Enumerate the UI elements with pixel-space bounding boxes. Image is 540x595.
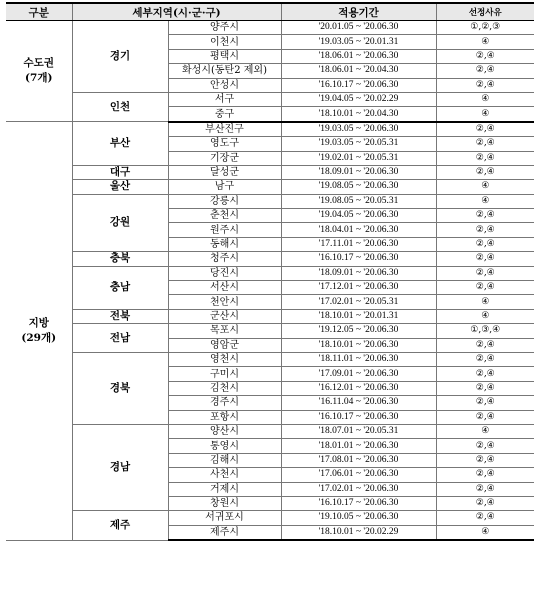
period-cell: '18.09.01 ~ '20.06.30 — [281, 165, 436, 179]
province-cell: 부산 — [72, 122, 168, 166]
reason-cell: ④ — [436, 309, 534, 323]
header-reason: 선정사유 — [436, 3, 534, 21]
category-name: 수도권 — [23, 57, 54, 70]
table-row — [6, 352, 534, 366]
district-cell: 구미시 — [168, 367, 281, 381]
province-cell: 울산 — [72, 180, 168, 194]
reason-cell: ①,②,③ — [436, 21, 534, 35]
period-cell: '17.09.01 ~ '20.06.30 — [281, 367, 436, 381]
unsold-housing-region-table — [6, 2, 534, 541]
reason-cell: ①,③,④ — [436, 324, 534, 338]
reason-cell: ②,④ — [436, 78, 534, 92]
period-cell: '16.11.04 ~ '20.06.30 — [281, 396, 436, 410]
period-cell: '18.07.01 ~ '20.05.31 — [281, 424, 436, 438]
reason-cell: ②,④ — [436, 381, 534, 395]
district-cell: 안성시 — [168, 78, 281, 92]
province-cell: 경남 — [72, 424, 168, 510]
reason-cell: ④ — [436, 35, 534, 49]
district-cell: 청주시 — [168, 252, 281, 266]
district-cell: 부산진구 — [168, 122, 281, 137]
reason-cell: ④ — [436, 194, 534, 208]
category-name: 지방 — [28, 316, 49, 329]
table-row — [6, 180, 534, 194]
period-cell: '16.12.01 ~ '20.06.30 — [281, 381, 436, 395]
reason-cell: ②,④ — [436, 396, 534, 410]
category-cell — [6, 122, 72, 540]
table-row — [6, 252, 534, 266]
table-row — [6, 92, 534, 106]
period-cell: '19.12.05 ~ '20.06.30 — [281, 324, 436, 338]
district-cell: 평택시 — [168, 49, 281, 63]
category-cell — [6, 21, 72, 122]
district-cell: 제주시 — [168, 525, 281, 540]
reason-cell: ②,④ — [436, 496, 534, 510]
unsold-housing-table-container — [6, 2, 534, 541]
period-cell: '18.10.01 ~ '20.04.30 — [281, 107, 436, 122]
reason-cell: ④ — [436, 295, 534, 309]
reason-cell: ②,④ — [436, 266, 534, 280]
period-cell: '17.08.01 ~ '20.06.30 — [281, 453, 436, 467]
period-cell: '19.10.05 ~ '20.06.30 — [281, 511, 436, 525]
province-cell: 제주 — [72, 511, 168, 540]
reason-cell: ②,④ — [436, 338, 534, 352]
period-cell: '16.10.17 ~ '20.06.30 — [281, 78, 436, 92]
district-cell: 창원시 — [168, 496, 281, 510]
province-cell: 강원 — [72, 194, 168, 252]
period-cell: '17.02.01 ~ '20.05.31 — [281, 295, 436, 309]
district-cell: 거제시 — [168, 482, 281, 496]
reason-cell: ④ — [436, 107, 534, 122]
reason-cell: ②,④ — [436, 439, 534, 453]
district-cell: 영도구 — [168, 137, 281, 151]
period-cell: '19.08.05 ~ '20.06.30 — [281, 180, 436, 194]
province-cell: 충북 — [72, 252, 168, 266]
district-cell: 중구 — [168, 107, 281, 122]
reason-cell: ②,④ — [436, 64, 534, 78]
table-header-row — [6, 3, 534, 21]
district-cell: 달성군 — [168, 165, 281, 179]
district-cell: 김해시 — [168, 453, 281, 467]
reason-cell: ②,④ — [436, 223, 534, 237]
district-cell: 영천시 — [168, 352, 281, 366]
district-cell: 이천시 — [168, 35, 281, 49]
category-count: (29개) — [21, 331, 57, 344]
period-cell: '18.06.01 ~ '20.06.30 — [281, 49, 436, 63]
province-cell: 전북 — [72, 309, 168, 323]
district-cell: 양주시 — [168, 21, 281, 35]
table-row — [6, 511, 534, 525]
reason-cell: ②,④ — [436, 49, 534, 63]
period-cell: '18.11.01 ~ '20.06.30 — [281, 352, 436, 366]
province-cell: 인천 — [72, 92, 168, 121]
table-body — [6, 21, 534, 541]
period-cell: '18.01.01 ~ '20.06.30 — [281, 439, 436, 453]
period-cell: '17.02.01 ~ '20.06.30 — [281, 482, 436, 496]
reason-cell: ④ — [436, 424, 534, 438]
reason-cell: ②,④ — [436, 137, 534, 151]
reason-cell: ④ — [436, 525, 534, 540]
district-cell: 통영시 — [168, 439, 281, 453]
table-row — [6, 21, 534, 35]
reason-cell: ④ — [436, 180, 534, 194]
district-cell: 천안시 — [168, 295, 281, 309]
period-cell: '18.10.01 ~ '20.06.30 — [281, 338, 436, 352]
reason-cell: ②,④ — [436, 122, 534, 137]
table-row — [6, 194, 534, 208]
district-cell: 양산시 — [168, 424, 281, 438]
reason-cell: ②,④ — [436, 209, 534, 223]
district-cell: 남구 — [168, 180, 281, 194]
period-cell: '19.03.05 ~ '20.06.30 — [281, 122, 436, 137]
category-count: (7개) — [25, 72, 53, 85]
header-category: 구분 — [6, 3, 72, 21]
reason-cell: ②,④ — [436, 482, 534, 496]
reason-cell: ②,④ — [436, 281, 534, 295]
period-cell: '19.04.05 ~ '20.02.29 — [281, 92, 436, 106]
period-cell: '19.03.05 ~ '20.05.31 — [281, 137, 436, 151]
province-cell: 경북 — [72, 352, 168, 424]
district-cell: 사천시 — [168, 468, 281, 482]
district-cell: 원주시 — [168, 223, 281, 237]
province-cell: 충남 — [72, 266, 168, 309]
period-cell: '19.02.01 ~ '20.05.31 — [281, 151, 436, 165]
district-cell: 서산시 — [168, 281, 281, 295]
period-cell: '19.03.05 ~ '20.01.31 — [281, 35, 436, 49]
district-cell: 포항시 — [168, 410, 281, 424]
table-row — [6, 324, 534, 338]
period-cell: '19.08.05 ~ '20.05.31 — [281, 194, 436, 208]
province-cell: 경기 — [72, 21, 168, 93]
district-cell: 강릉시 — [168, 194, 281, 208]
reason-cell: ②,④ — [436, 165, 534, 179]
reason-cell: ②,④ — [436, 410, 534, 424]
period-cell: '18.10.01 ~ '20.01.31 — [281, 309, 436, 323]
district-cell: 경주시 — [168, 396, 281, 410]
reason-cell: ②,④ — [436, 237, 534, 251]
table-row — [6, 309, 534, 323]
period-cell: '17.12.01 ~ '20.06.30 — [281, 281, 436, 295]
period-cell: '20.01.05 ~ '20.06.30 — [281, 21, 436, 35]
period-cell: '18.06.01 ~ '20.04.30 — [281, 64, 436, 78]
district-cell: 목포시 — [168, 324, 281, 338]
district-cell: 서귀포시 — [168, 511, 281, 525]
reason-cell: ②,④ — [436, 511, 534, 525]
table-row — [6, 266, 534, 280]
district-cell: 서구 — [168, 92, 281, 106]
reason-cell: ④ — [436, 92, 534, 106]
district-cell: 영암군 — [168, 338, 281, 352]
district-cell: 당진시 — [168, 266, 281, 280]
reason-cell: ②,④ — [436, 151, 534, 165]
district-cell: 춘천시 — [168, 209, 281, 223]
period-cell: '18.09.01 ~ '20.06.30 — [281, 266, 436, 280]
reason-cell: ②,④ — [436, 352, 534, 366]
table-row — [6, 165, 534, 179]
district-cell: 군산시 — [168, 309, 281, 323]
reason-cell: ②,④ — [436, 468, 534, 482]
district-cell: 김천시 — [168, 381, 281, 395]
table-row — [6, 122, 534, 137]
district-cell: 기장군 — [168, 151, 281, 165]
district-cell: 화성시(동탄2 제외) — [168, 64, 281, 78]
period-cell: '17.11.01 ~ '20.06.30 — [281, 237, 436, 251]
period-cell: '16.10.17 ~ '20.06.30 — [281, 252, 436, 266]
period-cell: '17.06.01 ~ '20.06.30 — [281, 468, 436, 482]
province-cell: 대구 — [72, 165, 168, 179]
table-row — [6, 424, 534, 438]
reason-cell: ②,④ — [436, 252, 534, 266]
period-cell: '18.04.01 ~ '20.06.30 — [281, 223, 436, 237]
reason-cell: ②,④ — [436, 367, 534, 381]
province-cell: 전남 — [72, 324, 168, 353]
reason-cell: ②,④ — [436, 453, 534, 467]
district-cell: 동해시 — [168, 237, 281, 251]
header-region: 세부지역(시·군·구) — [72, 3, 281, 21]
period-cell: '19.04.05 ~ '20.06.30 — [281, 209, 436, 223]
period-cell: '18.10.01 ~ '20.02.29 — [281, 525, 436, 540]
period-cell: '16.10.17 ~ '20.06.30 — [281, 410, 436, 424]
header-period: 적용기간 — [281, 3, 436, 21]
period-cell: '16.10.17 ~ '20.06.30 — [281, 496, 436, 510]
